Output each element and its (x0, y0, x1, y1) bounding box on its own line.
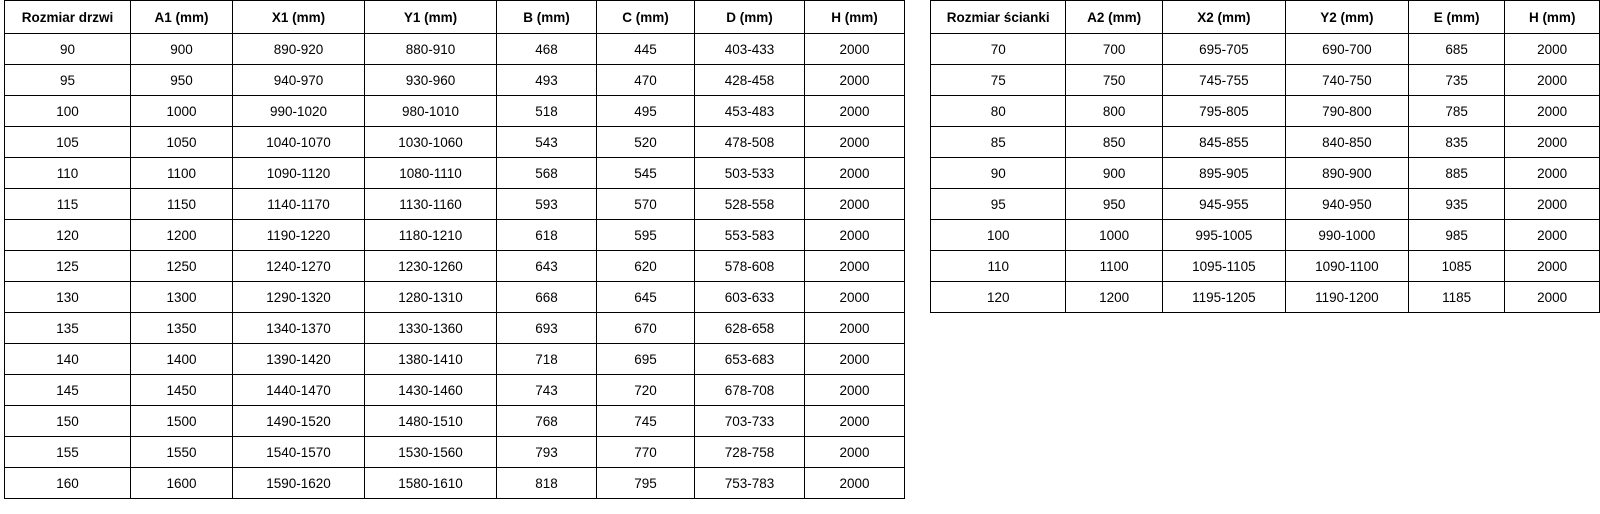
table-cell: 1600 (131, 468, 233, 499)
table-cell: 793 (497, 437, 597, 468)
table-row (931, 34, 1600, 65)
table-cell: 1200 (131, 220, 233, 251)
table-cell: 890-920 (233, 34, 365, 65)
table-cell: 1085 (1408, 251, 1504, 282)
table-cell: 2000 (805, 251, 905, 282)
table-cell: 1100 (1066, 251, 1162, 282)
table-cell: 1350 (131, 313, 233, 344)
walls-dimensions-table (930, 0, 1600, 313)
table-cell: 750 (1066, 65, 1162, 96)
table-cell: 115 (5, 189, 131, 220)
table-cell: 2000 (805, 189, 905, 220)
table-row (5, 437, 905, 468)
table-row (5, 251, 905, 282)
table-cell: 1580-1610 (365, 468, 497, 499)
table-cell: 885 (1408, 158, 1504, 189)
table-cell: 618 (497, 220, 597, 251)
table-cell: 718 (497, 344, 597, 375)
table-cell: 1090-1120 (233, 158, 365, 189)
table-cell: 1030-1060 (365, 127, 497, 158)
column-header: Rozmiar ścianki (931, 1, 1066, 34)
table-cell: 795 (597, 468, 695, 499)
table-cell: 1090-1100 (1285, 251, 1408, 282)
table-cell: 1440-1470 (233, 375, 365, 406)
table-cell: 1480-1510 (365, 406, 497, 437)
table-cell: 1280-1310 (365, 282, 497, 313)
table-cell: 135 (5, 313, 131, 344)
table-cell: 945-955 (1162, 189, 1285, 220)
table-row (931, 189, 1600, 220)
column-header: H (mm) (1505, 1, 1600, 34)
table-cell: 995-1005 (1162, 220, 1285, 251)
table-cell: 90 (5, 34, 131, 65)
walls-dimensions-table-container (930, 0, 1600, 313)
table-cell: 785 (1408, 96, 1504, 127)
table-cell: 75 (931, 65, 1066, 96)
table-cell: 120 (931, 282, 1066, 313)
table-cell: 980-1010 (365, 96, 497, 127)
table-cell: 1500 (131, 406, 233, 437)
table-cell: 1040-1070 (233, 127, 365, 158)
column-header: H (mm) (805, 1, 905, 34)
column-header: D (mm) (695, 1, 805, 34)
table-row (931, 65, 1600, 96)
table-cell: 120 (5, 220, 131, 251)
table-cell: 2000 (1505, 189, 1600, 220)
table-cell: 95 (931, 189, 1066, 220)
table-cell: 105 (5, 127, 131, 158)
table-cell: 1200 (1066, 282, 1162, 313)
table-cell: 110 (5, 158, 131, 189)
table-cell: 1490-1520 (233, 406, 365, 437)
table-cell: 1380-1410 (365, 344, 497, 375)
table-cell: 445 (597, 34, 695, 65)
table-cell: 1540-1570 (233, 437, 365, 468)
table-cell: 930-960 (365, 65, 497, 96)
table-cell: 2000 (805, 127, 905, 158)
table-cell: 1290-1320 (233, 282, 365, 313)
table-cell: 90 (931, 158, 1066, 189)
table-cell: 735 (1408, 65, 1504, 96)
table-cell: 543 (497, 127, 597, 158)
table-cell: 790-800 (1285, 96, 1408, 127)
table-row (931, 96, 1600, 127)
table-cell: 668 (497, 282, 597, 313)
table-cell: 2000 (805, 282, 905, 313)
table-cell: 1195-1205 (1162, 282, 1285, 313)
table-cell: 643 (497, 251, 597, 282)
table-cell: 743 (497, 375, 597, 406)
table-cell: 403-433 (695, 34, 805, 65)
table-cell: 1330-1360 (365, 313, 497, 344)
table-cell: 470 (597, 65, 695, 96)
table-cell: 520 (597, 127, 695, 158)
table-cell: 645 (597, 282, 695, 313)
table-cell: 985 (1408, 220, 1504, 251)
table-cell: 603-633 (695, 282, 805, 313)
table-cell: 1150 (131, 189, 233, 220)
table-cell: 2000 (1505, 220, 1600, 251)
table-cell: 503-533 (695, 158, 805, 189)
table-cell: 1240-1270 (233, 251, 365, 282)
table-cell: 95 (5, 65, 131, 96)
table-cell: 800 (1066, 96, 1162, 127)
table-row (5, 220, 905, 251)
column-header: C (mm) (597, 1, 695, 34)
table-cell: 835 (1408, 127, 1504, 158)
table-cell: 1050 (131, 127, 233, 158)
table-cell: 950 (131, 65, 233, 96)
table-cell: 595 (597, 220, 695, 251)
table-cell: 1400 (131, 344, 233, 375)
table-row (5, 468, 905, 499)
table-header-row (5, 1, 905, 34)
table-header-row (931, 1, 1600, 34)
table-cell: 670 (597, 313, 695, 344)
table-row (5, 406, 905, 437)
table-cell: 1140-1170 (233, 189, 365, 220)
table-cell: 628-658 (695, 313, 805, 344)
table-cell: 70 (931, 34, 1066, 65)
doors-dimensions-table-container (4, 0, 905, 499)
table-cell: 2000 (805, 468, 905, 499)
table-cell: 740-750 (1285, 65, 1408, 96)
table-cell: 1390-1420 (233, 344, 365, 375)
table-cell: 160 (5, 468, 131, 499)
table-cell: 1530-1560 (365, 437, 497, 468)
table-cell: 528-558 (695, 189, 805, 220)
table-cell: 753-783 (695, 468, 805, 499)
table-cell: 478-508 (695, 127, 805, 158)
table-cell: 2000 (1505, 96, 1600, 127)
column-header: Y2 (mm) (1285, 1, 1408, 34)
table-cell: 1190-1220 (233, 220, 365, 251)
table-cell: 493 (497, 65, 597, 96)
table-cell: 145 (5, 375, 131, 406)
table-cell: 1590-1620 (233, 468, 365, 499)
table-cell: 690-700 (1285, 34, 1408, 65)
table-cell: 100 (931, 220, 1066, 251)
table-cell: 1130-1160 (365, 189, 497, 220)
table-cell: 1095-1105 (1162, 251, 1285, 282)
table-cell: 2000 (805, 437, 905, 468)
table-cell: 125 (5, 251, 131, 282)
column-header: X1 (mm) (233, 1, 365, 34)
table-cell: 130 (5, 282, 131, 313)
table-cell: 100 (5, 96, 131, 127)
table-cell: 80 (931, 96, 1066, 127)
table-cell: 2000 (805, 65, 905, 96)
column-header: A1 (mm) (131, 1, 233, 34)
table-cell: 1190-1200 (1285, 282, 1408, 313)
table-cell: 900 (131, 34, 233, 65)
table-row (5, 158, 905, 189)
column-header: B (mm) (497, 1, 597, 34)
column-header: Y1 (mm) (365, 1, 497, 34)
table-row (5, 313, 905, 344)
table-cell: 2000 (805, 375, 905, 406)
table-cell: 85 (931, 127, 1066, 158)
table-cell: 578-608 (695, 251, 805, 282)
table-cell: 110 (931, 251, 1066, 282)
table-cell: 1300 (131, 282, 233, 313)
table-row (5, 65, 905, 96)
table-cell: 518 (497, 96, 597, 127)
table-cell: 1230-1260 (365, 251, 497, 282)
column-header: E (mm) (1408, 1, 1504, 34)
table-cell: 990-1000 (1285, 220, 1408, 251)
table-cell: 1185 (1408, 282, 1504, 313)
table-row (5, 375, 905, 406)
table-cell: 620 (597, 251, 695, 282)
table-cell: 495 (597, 96, 695, 127)
table-cell: 818 (497, 468, 597, 499)
table-cell: 1340-1370 (233, 313, 365, 344)
table-cell: 593 (497, 189, 597, 220)
table-cell: 1000 (1066, 220, 1162, 251)
table-cell: 678-708 (695, 375, 805, 406)
table-row (931, 251, 1600, 282)
column-header: X2 (mm) (1162, 1, 1285, 34)
table-row (5, 344, 905, 375)
table-cell: 140 (5, 344, 131, 375)
table-cell: 990-1020 (233, 96, 365, 127)
table-cell: 2000 (1505, 158, 1600, 189)
table-cell: 2000 (1505, 127, 1600, 158)
table-cell: 545 (597, 158, 695, 189)
table-cell: 685 (1408, 34, 1504, 65)
table-row (5, 282, 905, 313)
table-cell: 745 (597, 406, 695, 437)
table-cell: 2000 (805, 220, 905, 251)
table-row (5, 34, 905, 65)
table-cell: 703-733 (695, 406, 805, 437)
table-cell: 2000 (1505, 65, 1600, 96)
table-row (931, 220, 1600, 251)
table-cell: 2000 (1505, 251, 1600, 282)
table-cell: 1080-1110 (365, 158, 497, 189)
table-cell: 428-458 (695, 65, 805, 96)
table-cell: 2000 (805, 344, 905, 375)
table-cell: 1100 (131, 158, 233, 189)
column-header: Rozmiar drzwi (5, 1, 131, 34)
table-row (5, 189, 905, 220)
table-cell: 940-950 (1285, 189, 1408, 220)
table-cell: 770 (597, 437, 695, 468)
table-cell: 950 (1066, 189, 1162, 220)
table-cell: 700 (1066, 34, 1162, 65)
table-cell: 695 (597, 344, 695, 375)
table-cell: 1000 (131, 96, 233, 127)
table-cell: 1250 (131, 251, 233, 282)
table-row (931, 158, 1600, 189)
table-row (931, 127, 1600, 158)
table-cell: 895-905 (1162, 158, 1285, 189)
table-cell: 2000 (805, 406, 905, 437)
table-cell: 1430-1460 (365, 375, 497, 406)
table-cell: 2000 (1505, 282, 1600, 313)
table-cell: 840-850 (1285, 127, 1408, 158)
table-cell: 693 (497, 313, 597, 344)
table-cell: 155 (5, 437, 131, 468)
table-cell: 795-805 (1162, 96, 1285, 127)
table-cell: 2000 (805, 158, 905, 189)
table-row (5, 127, 905, 158)
table-cell: 570 (597, 189, 695, 220)
table-cell: 2000 (805, 34, 905, 65)
table-cell: 1450 (131, 375, 233, 406)
table-cell: 850 (1066, 127, 1162, 158)
table-cell: 653-683 (695, 344, 805, 375)
table-cell: 728-758 (695, 437, 805, 468)
table-cell: 468 (497, 34, 597, 65)
table-cell: 2000 (805, 313, 905, 344)
table-cell: 890-900 (1285, 158, 1408, 189)
table-cell: 720 (597, 375, 695, 406)
column-header: A2 (mm) (1066, 1, 1162, 34)
table-cell: 150 (5, 406, 131, 437)
table-cell: 935 (1408, 189, 1504, 220)
table-cell: 453-483 (695, 96, 805, 127)
table-cell: 553-583 (695, 220, 805, 251)
table-cell: 768 (497, 406, 597, 437)
table-cell: 940-970 (233, 65, 365, 96)
table-cell: 2000 (805, 96, 905, 127)
table-row (931, 282, 1600, 313)
doors-dimensions-table (4, 0, 905, 499)
table-cell: 900 (1066, 158, 1162, 189)
table-cell: 880-910 (365, 34, 497, 65)
table-cell: 2000 (1505, 34, 1600, 65)
table-cell: 745-755 (1162, 65, 1285, 96)
table-cell: 1550 (131, 437, 233, 468)
table-cell: 1180-1210 (365, 220, 497, 251)
table-row (5, 96, 905, 127)
table-cell: 695-705 (1162, 34, 1285, 65)
table-cell: 845-855 (1162, 127, 1285, 158)
table-cell: 568 (497, 158, 597, 189)
